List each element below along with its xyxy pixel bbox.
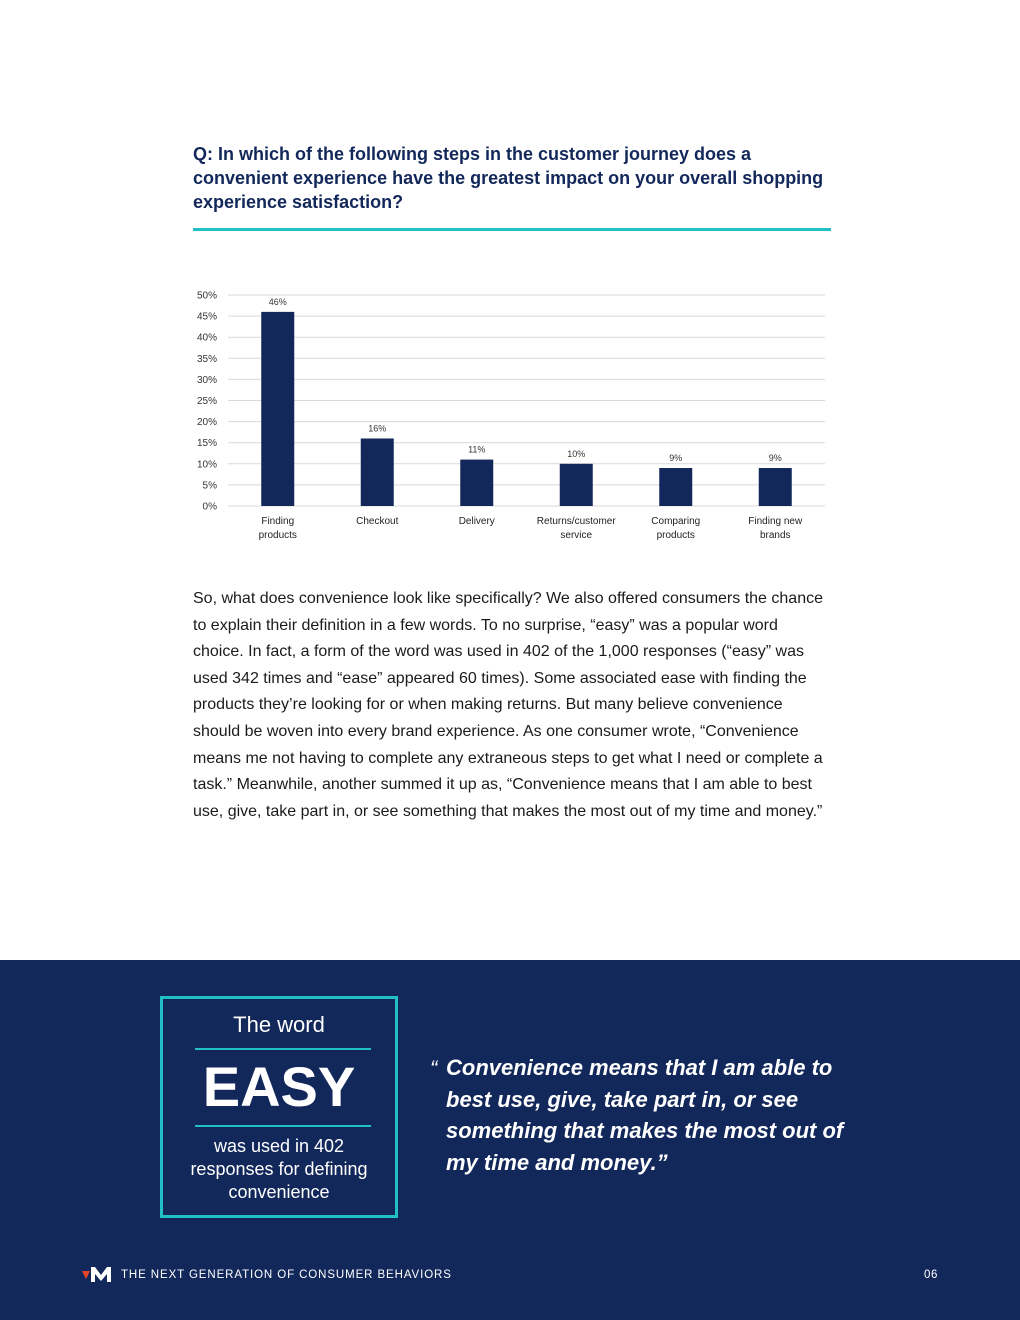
data-label: 9% [669,453,683,464]
footer-title: THE NEXT GENERATION OF CONSUMER BEHAVIORS [121,1269,452,1281]
bar [361,438,394,506]
y-tick-label: 50% [196,290,217,302]
y-tick-label: 30% [196,374,217,386]
y-tick-label: 25% [196,396,217,407]
quote-mark: “ [430,1056,438,1081]
m-logo-icon [82,1265,112,1283]
stat-callout [160,996,398,1218]
page-number: 06 [924,1269,938,1281]
data-label: 10% [567,448,586,459]
data-label: 11% [468,444,486,455]
question-heading: Q: In which of the following steps in the customer journey does a convenient experience have the greatest impact on your overall shopping experience satisfaction? [193,144,824,212]
bar [261,312,294,506]
bar [460,460,493,506]
y-tick-label: 5% [202,480,217,492]
bar [759,468,792,506]
y-tick-label: 20% [196,417,217,429]
x-tick-label: Delivery [458,516,495,527]
data-label: 9% [768,453,782,464]
question-divider [193,228,831,231]
stat-description: was used in 402 responses for defining convenience [190,1136,368,1202]
body-paragraph: So, what does convenience look like specifically? We also offered consumers the chance to explain their definition in a few words. To no surprise, “easy” was a popular word choice. In fact, a form of the word was used in 402 of the 1,000 responses (“easy” was used 342 times and “ease” appeared 60 times). Some associated ease with finding the products they’re looking for or when making returns. But many believe convenience should be woven into every brand experience. As one consumer wrote, “Convenience means me not having to complete any extraneous steps to get what I need or complete a task.” Meanwhile, another summed it up as, “Convenience means that I am able to best use, give, take part in, or see something that makes the most out of my time and money.” [193,590,823,820]
bar-chart [180,282,840,552]
data-label: 16% [368,423,387,434]
data-label: 46% [268,296,287,307]
pull-quote: Convenience means that I am able to best use, give, take part in, or see something that makes the most out of my time and money.” [446,1055,844,1175]
x-tick-label: Finding products [258,516,297,541]
bar [560,464,593,506]
y-tick-label: 45% [196,311,217,323]
stat-keyword: EASY [202,1055,356,1118]
stat-divider-top [195,1048,371,1050]
x-tick-label: Returns/customer service [536,516,616,541]
bar [659,468,692,506]
y-tick-label: 0% [202,501,217,513]
y-tick-label: 10% [196,459,217,471]
y-tick-label: 15% [196,438,217,450]
x-tick-label: Checkout [356,516,399,527]
y-tick-label: 35% [196,353,217,365]
stat-divider-bottom [195,1125,371,1127]
stat-top-label: The word [233,1012,325,1037]
y-tick-label: 40% [196,332,217,344]
x-tick-label: Comparing products [651,516,701,541]
x-tick-label: Finding new brands [748,516,803,541]
